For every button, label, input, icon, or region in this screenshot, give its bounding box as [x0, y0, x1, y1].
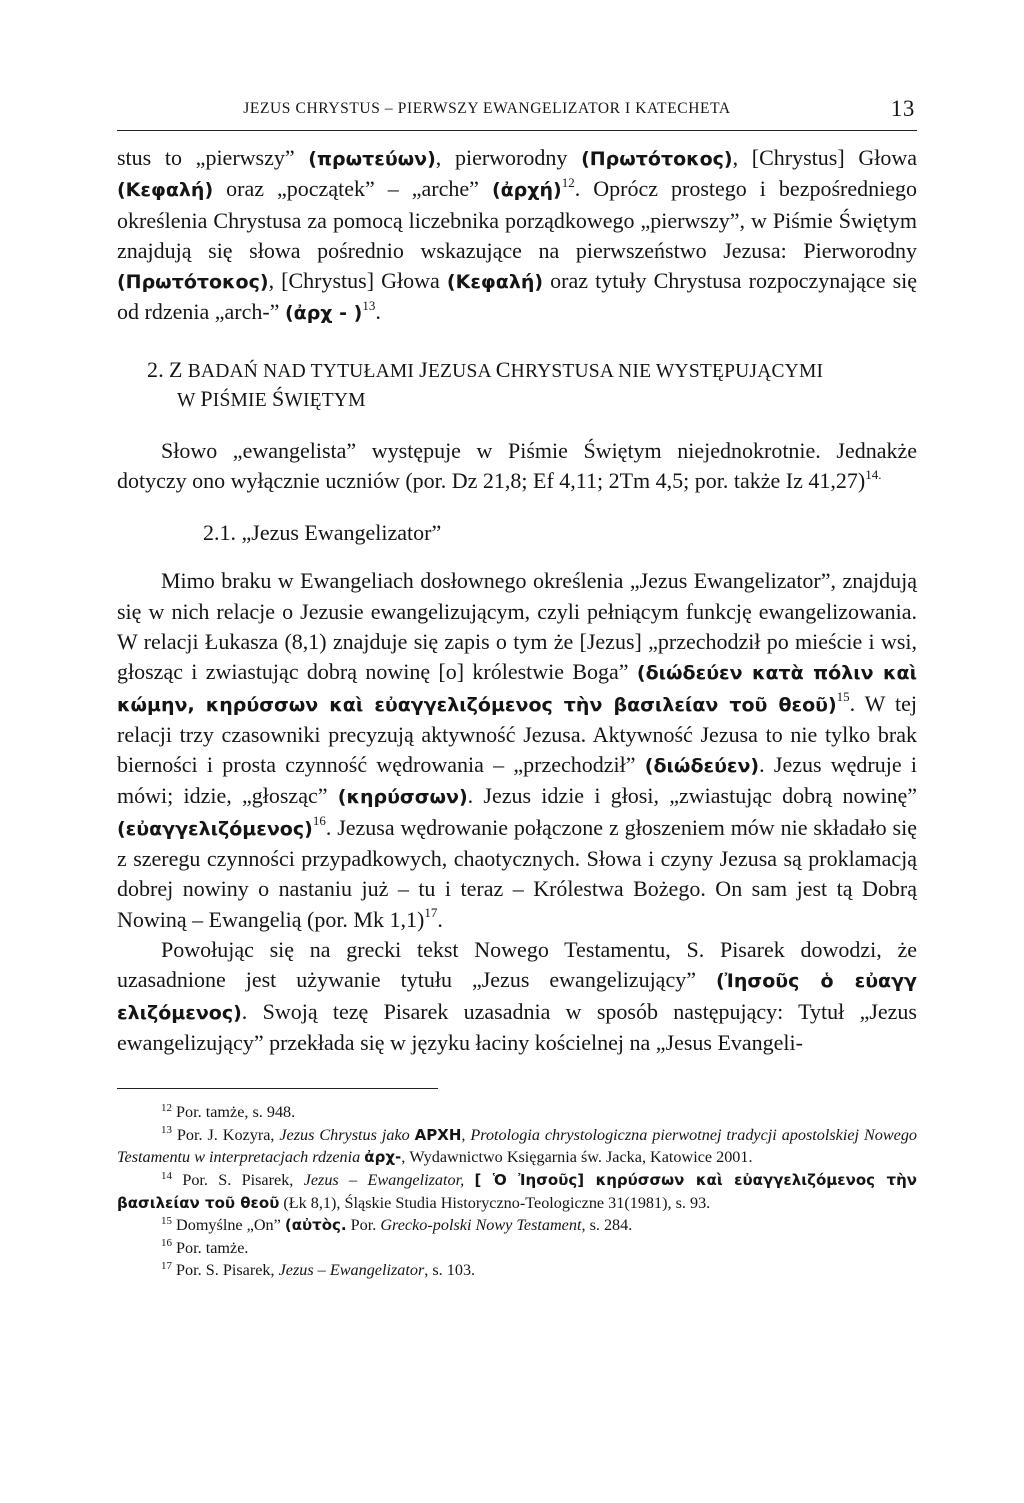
footnote-text: Por.	[346, 1216, 381, 1235]
main-text	[117, 143, 917, 1058]
heading-cap: P	[200, 385, 213, 411]
footnote-ref[interactable]: 13	[362, 298, 376, 314]
greek-term: (Κεφαλή)	[117, 179, 214, 202]
text-run: , pierworodny	[435, 145, 582, 170]
greek-term: (ἀρχ - )	[284, 302, 363, 325]
footnote-text: , Wydawnictwo Księgarnia św. Jacka, Katowice 2001.	[401, 1148, 753, 1167]
heading-run: HRYSTUSA NIE WYSTĘPUJĄCYMI	[510, 360, 824, 382]
footnote-number: 16	[161, 1237, 172, 1250]
text-run: . Jezus wędruje i mówi; idzie, „głosząc”	[117, 752, 917, 809]
footnote-title: Grecko-polski Nowy Testament	[380, 1216, 582, 1235]
heading-run: BADAŃ NAD TYTUŁAMI	[182, 360, 420, 382]
greek-term: (Πρωτότοκος)	[581, 148, 733, 170]
page	[117, 96, 917, 1282]
greek-term: (κηρύσσων)	[337, 786, 468, 809]
greek-term: (διώδεύεν)	[644, 755, 760, 778]
paragraph-jesus-evangelizer	[117, 566, 917, 935]
text-run: .	[375, 299, 381, 325]
footnote-ref[interactable]: 14.	[865, 466, 882, 482]
text-run: oraz „początek” – „arche”	[213, 176, 492, 202]
footnote-number: 13	[161, 1124, 172, 1137]
footnote-text: Por. S. Pisarek,	[172, 1261, 279, 1280]
section-heading-line-1	[147, 356, 917, 385]
text-run: . Oprócz prostego i bezpośredniego określenia Chrystusa za pomocą liczebnika porządkowego „pierwszy”, w Piśmie Świętym znajdują się słowa pośrednio wskazujące na pierwszeństwo Jezusa: Pierworodny	[117, 176, 917, 263]
footnote-title: Jezus Chrystus jako	[279, 1125, 415, 1144]
footnote-text: Por. tamże.	[172, 1238, 249, 1257]
footnote-text: , s. 103.	[424, 1261, 476, 1280]
footnote-number: 15	[161, 1214, 172, 1227]
section-heading	[147, 356, 917, 414]
heading-cap: C	[495, 356, 511, 382]
footnote-number: 12	[161, 1101, 172, 1114]
text-run: , [Chrystus] Głowa	[268, 268, 447, 294]
heading-run: WIĘTYM	[284, 389, 366, 411]
intro-paragraph	[117, 143, 917, 329]
footnote-14	[117, 1169, 917, 1214]
heading-run: EZUSA	[427, 360, 496, 382]
footnote-divider	[117, 1088, 438, 1089]
footnote-number: 17	[161, 1259, 172, 1272]
text-run: , [Chrystus] Głowa	[732, 145, 917, 170]
heading-run: W	[177, 389, 201, 411]
footnote-text: Por. S. Pisarek,	[172, 1170, 304, 1189]
footnote-text: Por. tamże, s. 948.	[172, 1103, 296, 1122]
footnote-13	[117, 1124, 917, 1169]
footnotes	[117, 1101, 917, 1282]
greek-quote: (διώδεύεν κατὰ πόλιν καὶ κώμην, κηρύσσων καὶ εὐαγγελιζόμενος τὴν βασιλείαν τοῦ θεοῦ)	[117, 662, 917, 716]
greek-quote: [ Ὁ Ἰησοῦς] κηρύσσων καὶ εὐαγγελιζόμενος τὴν βασιλείαν τοῦ θεοῦ	[117, 1170, 918, 1212]
greek-term: (αὐτὸς.	[284, 1216, 347, 1235]
footnote-ref[interactable]: 16	[312, 813, 326, 829]
heading-cap: Ś	[271, 385, 285, 411]
footnote-title: Jezus – Ewangelizator	[278, 1261, 425, 1280]
heading-cap: J	[419, 356, 428, 382]
section-heading-line-2	[147, 385, 917, 414]
section-number: 2.	[147, 356, 164, 382]
text-run: . Swoją tezę Pisarek uzasadnia w sposób następujący: Tytuł „Jezus ewangelizujący” przekłada się w języku łaciny kościelnej na „Jesus Evangeli-	[117, 998, 917, 1055]
footnote-ref[interactable]: 17	[424, 905, 438, 921]
heading-run: IŚMIE	[212, 389, 272, 411]
heading-cap: Z	[168, 356, 183, 382]
footnote-number: 14	[161, 1169, 172, 1182]
footnote-15	[117, 1214, 917, 1237]
text-run: Słowo „ewangelista” występuje w Piśmie Świętym niejednokrotnie. Jednakże dotyczy ono wyłącznie uczniów (por. Dz 21,8; Ef 4,11; 2Tm 4,5; por. także Iz 41,27)	[117, 437, 917, 494]
text-run: stus to „pierwszy”	[117, 145, 309, 170]
text-run: Powołując się na grecki tekst Nowego Testamentu, S. Pisarek dowodzi, że uzasadnione jest używanie tytułu „Jezus ewangelizujący”	[117, 936, 917, 993]
subsection-heading: 2.1. „Jezus Ewangelizator”	[203, 520, 442, 546]
greek-term: ΑΡΧΗ	[414, 1125, 462, 1144]
greek-term: (εὐαγγελιζόμενος)	[117, 817, 313, 840]
footnote-ref[interactable]: 12	[561, 174, 575, 190]
footnote-title: Jezus – Ewangelizator,	[303, 1170, 475, 1189]
paragraph-pisarek	[117, 935, 917, 1058]
greek-term: (Κεφαλή)	[446, 271, 544, 294]
footnote-16	[117, 1237, 917, 1260]
text-run: Mimo braku w Ewangeliach dosłownego określenia „Jezus Ewangelizator”, znajdują się w nich relacje o Jezusie ewangelizującym, czyli pełniącym funkcję ewangelizowania. W relacji Łukasza (8,1) znajduje się zapis o tym że [Jezus] „przechodził po mieście i wsi, głosząc i zwiastując dobrą nowinę [o] królestwie Boga”	[117, 568, 917, 685]
running-title: JEZUS CHRYSTUS – PIERWSZY EWANGELIZATOR I KATECHETA	[243, 100, 731, 117]
text-run: . W tej relacji trzy czasowniki precyzują aktywność Jezusa. Aktywność Jezusa to nie tylko brak bierności i prosta czynność wędrowania – „przechodził”	[117, 690, 917, 778]
footnote-12	[117, 1101, 917, 1124]
footnote-text: (Łk 8,1), Śląskie Studia Historyczno-Teologiczne 31(1981), s. 93.	[279, 1193, 711, 1212]
greek-term: ἀρχ-	[364, 1148, 402, 1167]
footnote-text: Por. J. Kozyra,	[172, 1125, 280, 1144]
greek-term: (ἀρχή)	[491, 179, 562, 202]
text-run: . Jezus idzie i głosi, „zwiastując dobrą nowinę”	[467, 783, 917, 809]
footnote-ref[interactable]: 15	[836, 689, 850, 705]
footnote-text: Domyślne „On”	[172, 1216, 285, 1235]
running-header	[117, 96, 917, 131]
greek-term: (Πρωτότοκος)	[117, 271, 269, 294]
footnote-17	[117, 1259, 917, 1282]
paragraph-evangelist	[117, 436, 917, 497]
greek-term: (πρωτεύων)	[308, 148, 436, 170]
text-run: . Jezusa wędrowanie połączone z głoszeniem mów nie składało się z szeregu czynności przypadkowych, chaotycznych. Słowa i czyny Jezusa są proklamacją dobrej nowiny o nastaniu już – tu i teraz – Królestwa Bożego. On sam jest tą Dobrą Nowiną – Ewangelią (por. Mk 1,1)	[117, 814, 917, 932]
footnote-title: , Protologia chrystologiczna pierwotnej tradycji apostolskiej Nowego Testamentu w interpretacjach rdzenia	[117, 1125, 918, 1167]
text-run: oraz tytuły Chrystusa rozpoczynające się od rdzenia „arch-”	[117, 268, 918, 325]
text-run: .	[437, 906, 443, 932]
page-number: 13	[890, 96, 915, 121]
greek-term: (Ἰησοῦς ὁ εὐαγγ ελιζόμενος)	[117, 970, 917, 1024]
footnote-text: , s. 284.	[581, 1216, 633, 1235]
